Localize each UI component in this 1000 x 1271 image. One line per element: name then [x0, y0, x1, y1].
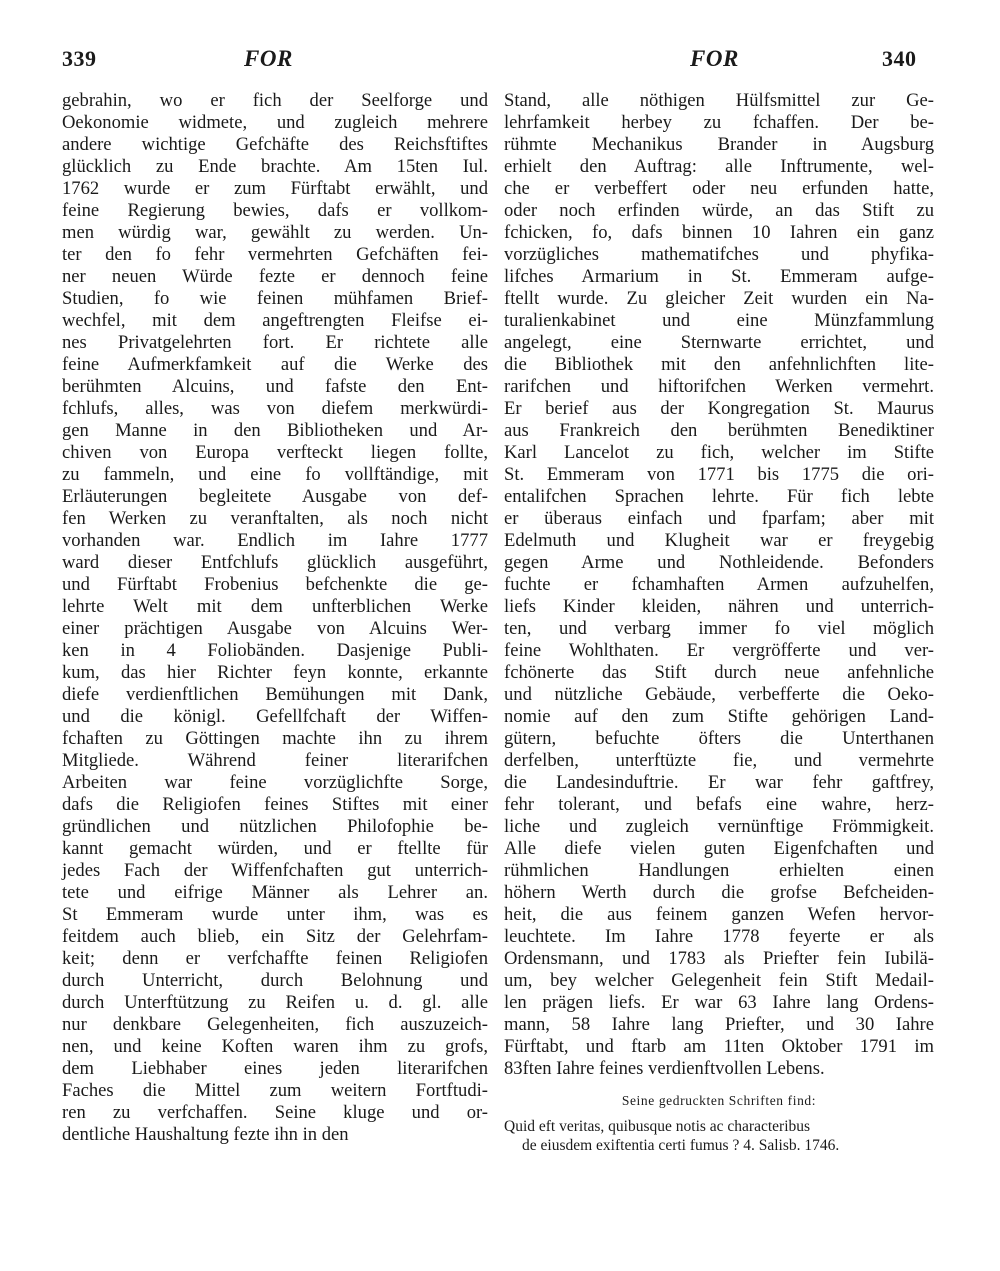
- text-line: zu fammeln, und eine fo vollftändige, mit: [62, 464, 488, 485]
- text-line: um, bey welcher Gelegenheit fein Stift Medail-: [504, 970, 934, 991]
- text-line: mann, 58 Iahre lang Priefter, und 30 Iahre: [504, 1014, 934, 1035]
- text-line: rühmlichen Handlungen erhielten einen: [504, 860, 934, 881]
- text-line: dem Liebhaber eines jeden literarifchen: [62, 1058, 488, 1079]
- text-line: fuchte er fchamhaften Armen aufzuhelfen,: [504, 574, 934, 595]
- text-line: jedes Fach der Wiffenfchaften gut unterrich-: [62, 860, 488, 881]
- text-line: entalifchen Sprachen lehrte. Für fich lebte: [504, 486, 934, 507]
- text-line: Fürftabt, und ftarb am 11ten Oktober 1791 im: [504, 1036, 934, 1057]
- text-line: nes Privatgelehrten fort. Er richtete alle: [62, 332, 488, 353]
- text-line: feitdem auch blieb, ein Sitz der Gelehrfam-: [62, 926, 488, 947]
- text-line: einer prächtigen Ausgabe von Alcuins Wer-: [62, 618, 488, 639]
- right-column-body: [504, 90, 934, 1080]
- text-line: ward dieser Entfchlufs glücklich ausgeführt,: [62, 552, 488, 573]
- text-line: die Landesinduftrie. Er war fehr gaftfrey,: [504, 772, 934, 793]
- text-line: feine Wohlthaten. Er vergröfferte und ver-: [504, 640, 934, 661]
- text-line: die Bibliothek mit den anfehnlichften lite-: [504, 354, 934, 375]
- text-line: glücklich zu Ende brachte. Am 15ten Iul.: [62, 156, 488, 177]
- works-entry: [504, 1117, 934, 1155]
- text-line: Ordensmann, und 1783 als Priefter fein Iubilä-: [504, 948, 934, 969]
- text-line: gebrahin, wo er fich der Seelforge und: [62, 90, 488, 111]
- text-line: fchlufs, alles, was von diefem merkwürdi-: [62, 398, 488, 419]
- text-line: lehrte Welt mit dem unfterblichen Werke: [62, 596, 488, 617]
- text-line: liefs Kinder kleiden, nähren und unterrich-: [504, 596, 934, 617]
- text-line: ftellt wurde. Zu gleicher Zeit wurden ein Na-: [504, 288, 934, 309]
- text-line: fehr tolerant, und befafs eine wahre, herz-: [504, 794, 934, 815]
- page-number-left: 339: [62, 46, 97, 71]
- text-line: vorzügliches mathematifches und phyfika-: [504, 244, 934, 265]
- text-line: aus Frankreich den berühmten Benediktiner: [504, 420, 934, 441]
- text-line: che er verbeffert oder neu erfunden hatte,: [504, 178, 934, 199]
- text-line: fchaften zu Göttingen machte ihn zu ihrem: [62, 728, 488, 749]
- text-line: fchicken, fo, dafs binnen 10 Iahren ein ganz: [504, 222, 934, 243]
- text-line: vorhanden war. Endlich im Iahre 1777: [62, 530, 488, 551]
- text-line: chiven von Europa verfteckt liegen follte,: [62, 442, 488, 463]
- text-line: nur denkbare Gelegenheiten, fich auszuzeich-: [62, 1014, 488, 1035]
- works-entry-line: Quid eft veritas, quibusque notis ac characteribus: [504, 1118, 811, 1135]
- works-entry-line: de eiusdem exiftentia certi fumus ? 4. Salisb. 1746.: [522, 1137, 840, 1154]
- text-line: durch Unterricht, durch Belohnung und: [62, 970, 488, 991]
- text-line: liche und zugleich vernünftige Frömmigkeit.: [504, 816, 934, 837]
- text-line: Edelmuth und Klugheit war er freygebig: [504, 530, 934, 551]
- text-line: angelegt, eine Sternwarte errichtet, und: [504, 332, 934, 353]
- text-line: und nützliche Gebäude, verbefferte die Oeko-: [504, 684, 934, 705]
- text-line: wechfel, mit dem angeftrengten Fleifse ei-: [62, 310, 488, 331]
- text-line: St Emmeram wurde unter ihm, was es: [62, 904, 488, 925]
- text-line: rarifchen und hiftorifchen Werken vermehrt.: [504, 376, 934, 397]
- text-line: ren zu verfchaffen. Seine kluge und or-: [62, 1102, 488, 1123]
- text-line: andere wichtige Gefchäfte des Reichsftiftes: [62, 134, 488, 155]
- right-text-column: [504, 90, 934, 1155]
- text-line: ten, und verbarg immer fo viel möglich: [504, 618, 934, 639]
- text-line: Studien, fo wie feinen mühfamen Brief-: [62, 288, 488, 309]
- text-line: tete und eifrige Männer als Lehrer an.: [62, 882, 488, 903]
- text-line: ter den fo fehr vermehrten Gefchäften fei-: [62, 244, 488, 265]
- text-line: gütern, befuchte öfters die Unterthanen: [504, 728, 934, 749]
- text-line: durch Unterftützung zu Reifen u. d. gl. alle: [62, 992, 488, 1013]
- text-line: len prägen liefs. Er war 63 Iahre lang Ordens-: [504, 992, 934, 1013]
- text-line: dentliche Haushaltung fezte ihn in den: [62, 1124, 349, 1145]
- text-line: Alle diefe vielen guten Eigenfchaften und: [504, 838, 934, 859]
- left-text-column: [62, 90, 488, 1146]
- text-line: Erläuterungen begleitete Ausgabe von def-: [62, 486, 488, 507]
- text-line: und die königl. Gefellfchaft der Wiffen-: [62, 706, 488, 727]
- text-line: berühmten Alcuins, und fafste den Ent-: [62, 376, 488, 397]
- text-line: derfelben, unterftüzte fie, und vermehrte: [504, 750, 934, 771]
- text-line: keit; denn er verfchaffte feinen Religiofen: [62, 948, 488, 969]
- text-line: kannt gemacht würden, und er ftellte für: [62, 838, 488, 859]
- text-line: leuchtete. Im Iahre 1778 feyerte er als: [504, 926, 934, 947]
- text-line: Arbeiten war feine vorzüglichfte Sorge,: [62, 772, 488, 793]
- text-line: erhielt den Auftrag: alle Inftrumente, wel-: [504, 156, 934, 177]
- text-line: und Fürftabt Frobenius befchenkte die ge-: [62, 574, 488, 595]
- text-line: turalienkabinet und eine Münzfammlung: [504, 310, 934, 331]
- running-head-left: FOR: [244, 46, 293, 71]
- text-line: ner neuen Würde fezte er dennoch feine: [62, 266, 488, 287]
- text-line: dafs die Religiofen feines Stiftes mit einer: [62, 794, 488, 815]
- text-line: gen Manne in den Bibliotheken und Ar-: [62, 420, 488, 441]
- running-head-right: FOR: [690, 46, 739, 71]
- text-line: diefe verdienftlichen Bemühungen mit Dank,: [62, 684, 488, 705]
- text-line: ken in 4 Foliobänden. Dasjenige Publi-: [62, 640, 488, 661]
- text-line: er überaus einfach und fparfam; aber mit: [504, 508, 934, 529]
- text-line: 83ften Iahre feines verdienftvollen Lebens.: [504, 1058, 825, 1079]
- text-line: fchönerte das Stift durch neue anfehnliche: [504, 662, 934, 683]
- text-line: Oekonomie widmete, und zugleich mehrere: [62, 112, 488, 133]
- text-line: Faches die Mittel zum weitern Fortftudi-: [62, 1080, 488, 1101]
- text-line: gründlichen und nützlichen Philofophie be-: [62, 816, 488, 837]
- text-line: 1762 wurde er zum Fürftabt erwählt, und: [62, 178, 488, 199]
- text-line: Karl Lancelot zu fich, welcher im Stifte: [504, 442, 934, 463]
- text-line: heit, die aus feinem ganzen Wefen hervor-: [504, 904, 934, 925]
- text-line: höhern Werth durch die grofse Befcheiden-: [504, 882, 934, 903]
- text-line: St. Emmeram von 1771 bis 1775 die ori-: [504, 464, 934, 485]
- text-line: rühmte Mechanikus Brander in Augsburg: [504, 134, 934, 155]
- text-line: gegen Arme und Nothleidende. Befonders: [504, 552, 934, 573]
- text-line: kum, das hier Richter feyn konnte, erkannte: [62, 662, 488, 683]
- text-line: Er berief aus der Kongregation St. Maurus: [504, 398, 934, 419]
- text-line: oder noch erfinden würde, an das Stift zu: [504, 200, 934, 221]
- works-heading: Seine gedruckten Schriften find:: [621, 1093, 817, 1108]
- text-line: nen, und keine Koften waren ihm zu grofs,: [62, 1036, 488, 1057]
- page-number-right: 340: [882, 46, 917, 71]
- text-line: nomie auf den zum Stifte gehörigen Land-: [504, 706, 934, 727]
- text-line: feine Aufmerkfamkeit auf die Werke des: [62, 354, 488, 375]
- text-line: fen Werken zu veranftalten, als noch nicht: [62, 508, 488, 529]
- text-line: lifches Armarium in St. Emmeram aufge-: [504, 266, 934, 287]
- text-line: men würdig war, gewählt zu werden. Un-: [62, 222, 488, 243]
- text-line: lehrfamkeit herbey zu fchaffen. Der be-: [504, 112, 934, 133]
- text-line: feine Regierung bewies, dafs er vollkom-: [62, 200, 488, 221]
- text-line: Stand, alle nöthigen Hülfsmittel zur Ge-: [504, 90, 934, 111]
- text-line: Mitgliede. Während feiner literarifchen: [62, 750, 488, 771]
